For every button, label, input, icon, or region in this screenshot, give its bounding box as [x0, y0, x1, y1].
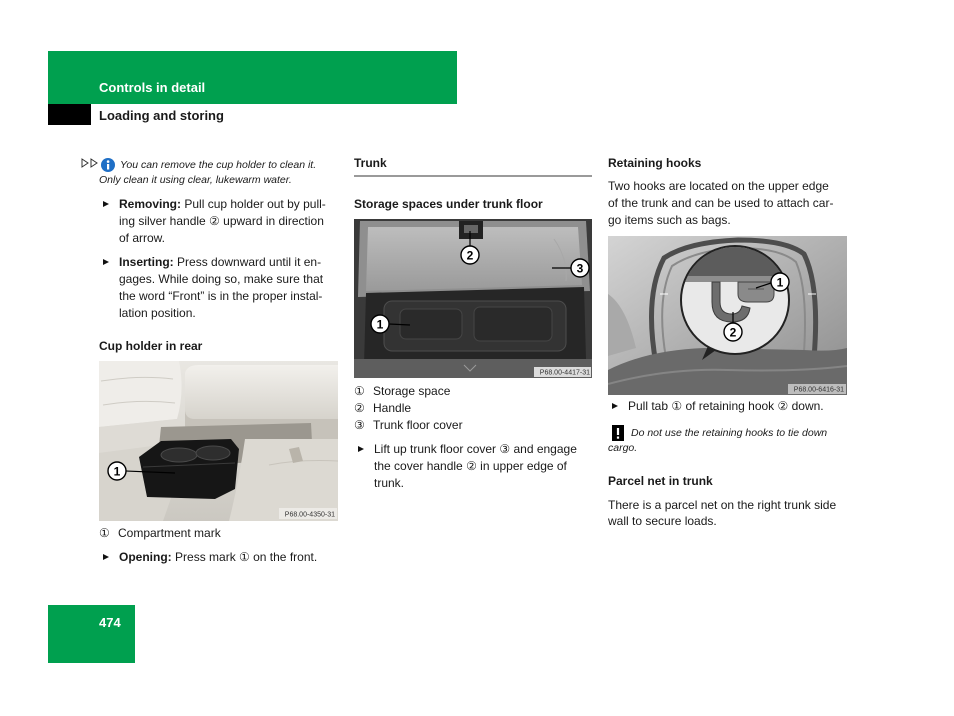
- body-line: go items such as bags.: [608, 213, 731, 227]
- callout-number: 2: [466, 248, 474, 263]
- legend-number: ②: [354, 401, 365, 415]
- instruction-line: trunk.: [374, 476, 405, 490]
- bullet-icon: [612, 403, 618, 409]
- legend-number: ③: [354, 418, 365, 432]
- callout-number: 2: [729, 325, 737, 340]
- pull-tab-instruction: [608, 398, 847, 415]
- note-line: You can remove the cup holder to clean it.: [120, 159, 317, 171]
- instruction-label: Opening:: [119, 550, 172, 564]
- storage-spaces-heading: Storage spaces under trunk floor: [354, 197, 543, 211]
- retaining-hooks-intro: [608, 178, 833, 229]
- section-header-bar: [48, 51, 457, 104]
- parcel-net-text: [608, 497, 836, 529]
- legend-text: Storage space: [373, 384, 451, 398]
- legend-text: Compartment mark: [118, 526, 221, 540]
- bullet-icon: [103, 201, 109, 207]
- cup-holder-photo: [99, 361, 338, 521]
- instruction-line: Pull cup holder out by pull-: [184, 197, 326, 211]
- instruction-line: Press mark ① on the front.: [175, 550, 318, 564]
- body-line: of the trunk and can be used to attach car-: [608, 196, 834, 210]
- instruction-line: Lift up trunk floor cover ③ and engage: [374, 442, 577, 456]
- instruction-line: Pull tab ① of retaining hook ② down.: [628, 399, 824, 413]
- inserting-instruction: [99, 254, 338, 322]
- retaining-hooks-photo: [608, 236, 847, 395]
- bullet-icon: [103, 259, 109, 265]
- legend-item: [354, 417, 463, 434]
- note-line: Only clean it using clear, lukewarm water.: [99, 174, 292, 186]
- instruction-line: ing silver handle ② upward in direction: [119, 214, 324, 228]
- trunk-legend: [354, 383, 463, 434]
- instruction-line: gages. While doing so, make sure that: [119, 272, 324, 286]
- legend-item: [354, 383, 463, 400]
- instruction-label: Removing:: [119, 197, 182, 211]
- legend-number: ①: [99, 526, 110, 540]
- parcel-net-heading: Parcel net in trunk: [608, 474, 713, 488]
- photo-code: P68.00-4350-31: [284, 511, 335, 519]
- retaining-hooks-heading: Retaining hooks: [608, 156, 702, 170]
- callout-number: 1: [376, 317, 384, 332]
- instruction-line: Press downward until it en-: [177, 255, 322, 269]
- warning-line: Do not use the retaining hooks to tie down: [631, 427, 828, 439]
- instruction-label: Inserting:: [119, 255, 174, 269]
- trunk-storage-photo: [354, 219, 592, 378]
- subsection-marker: [48, 104, 91, 125]
- info-icon: [101, 158, 115, 172]
- subsection-title: Loading and storing: [99, 108, 224, 123]
- opening-instruction: [99, 549, 338, 566]
- legend-text: Trunk floor cover: [373, 418, 463, 432]
- cup-holder-heading: Cup holder in rear: [99, 339, 203, 353]
- warning-icon: [612, 425, 624, 441]
- instruction-line: lation position.: [119, 306, 196, 320]
- callout-number: 3: [576, 261, 584, 276]
- legend-item: [99, 525, 221, 542]
- legend-number: ①: [354, 384, 365, 398]
- instruction-line: the word “Front” is in the proper instal-: [119, 289, 323, 303]
- body-line: There is a parcel net on the right trunk side: [608, 498, 837, 512]
- bullet-icon: [103, 554, 109, 560]
- body-line: wall to secure loads.: [608, 514, 717, 528]
- body-line: Two hooks are located on the upper edge: [608, 179, 829, 193]
- warning-note: [608, 426, 827, 456]
- legend-text: Handle: [373, 401, 412, 415]
- removing-instruction: [99, 196, 338, 247]
- photo-code: P68.00-6416-31: [793, 386, 844, 394]
- bullet-icon: [358, 446, 364, 452]
- legend-item: [354, 400, 463, 417]
- trunk-heading: Trunk: [354, 156, 387, 170]
- heading-rule: [354, 175, 592, 177]
- page-number: 474: [99, 615, 121, 630]
- continuation-icon: [81, 158, 99, 168]
- warning-line: cargo.: [608, 442, 638, 454]
- section-title: Controls in detail: [99, 80, 206, 95]
- callout-number: 1: [113, 464, 121, 479]
- trunk-cover-instruction: [354, 441, 592, 492]
- callout-number: 1: [776, 275, 784, 290]
- photo-code: P68.00-4417-31: [539, 369, 590, 377]
- page-number-box: [48, 605, 135, 663]
- instruction-line: of arrow.: [119, 231, 166, 245]
- info-note: [99, 158, 316, 188]
- instruction-line: the cover handle ② in upper edge of: [374, 459, 567, 473]
